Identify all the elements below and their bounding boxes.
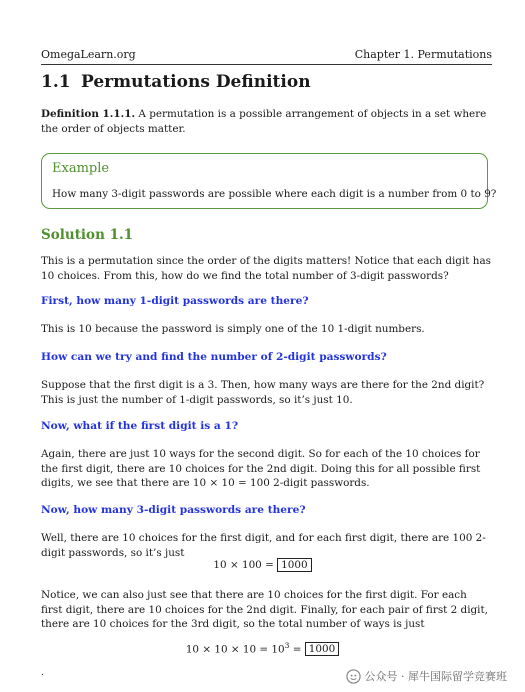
equation-2-exponent: 3 xyxy=(284,641,290,650)
definition-text: A permutation is a possible arrangement of objects in a set where the order of objects matter. xyxy=(41,108,487,135)
equation-2-left: 10 × 10 × 10 = 10 xyxy=(185,643,285,656)
answer-5: Notice, we can also just see that there are 10 choices for the first digit. For each first digit, there are 10 choices for the 2nd digit. Finally, for each pair of first 2 digit, there are 10 choices for the 3rd digit, so the total number of ways is just xyxy=(41,589,488,630)
wechat-icon xyxy=(346,669,361,684)
equation-2-equals: = xyxy=(289,643,305,656)
question-1: First, how many 1-digit passwords are there? xyxy=(41,295,309,307)
chapter-label: Chapter 1. Permutations xyxy=(354,48,492,61)
solution-title: Solution 1.1 xyxy=(41,227,134,243)
equation-1 xyxy=(0,559,525,571)
watermark-text: 公众号 · 犀牛国际留学竞赛班 xyxy=(364,670,507,683)
question-3: Now, what if the first digit is a 1? xyxy=(41,420,239,432)
equation-2 xyxy=(0,641,525,655)
section-number: 1.1 xyxy=(41,72,71,92)
definition-label: Definition 1.1.1. xyxy=(41,108,136,120)
equation-1-left: 10 × 100 = xyxy=(213,559,278,571)
section-title-text: Permutations Definition xyxy=(81,72,311,92)
question-4: Now, how many 3-digit passwords are there? xyxy=(41,504,306,516)
definition-paragraph xyxy=(41,107,491,136)
example-text: How many 3-digit passwords are possible where each digit is a number from 0 to 9? xyxy=(52,188,497,200)
answer-3: Again, there are just 10 ways for the second digit. So for each of the 10 choices for the first digit, there are 10 choices for the 2nd digit. Doing this for all possible first digits, we see that there are 10 × 10 = 100 2-digit passwords. xyxy=(41,448,481,489)
example-title: Example xyxy=(52,161,110,176)
answer-1: This is 10 because the password is simply one of the 10 1-digit numbers. xyxy=(41,323,425,335)
solution-intro: This is a permutation since the order of the digits matters! Notice that each digit has 10 choices. From this, how do we find the total number of 3-digit passwords? xyxy=(41,255,491,282)
equation-1-answer: 1000 xyxy=(277,558,311,572)
answer-2: Suppose that the first digit is a 3. Then, how many ways are there for the 2nd digit? This is just the number of 1-digit passwords, so it’s just 10. xyxy=(41,379,485,406)
page-dot: . xyxy=(41,668,44,678)
watermark xyxy=(346,668,508,684)
question-2: How can we try and find the number of 2-digit passwords? xyxy=(41,351,387,363)
section-title xyxy=(41,72,311,92)
example-box xyxy=(41,153,497,209)
running-header xyxy=(41,48,492,65)
equation-2-answer: 1000 xyxy=(305,642,339,656)
answer-4: Well, there are 10 choices for the first digit, and for each first digit, there are 100 2-digit passwords, so it’s just xyxy=(41,532,486,559)
site-name: OmegaLearn.org xyxy=(41,48,136,61)
